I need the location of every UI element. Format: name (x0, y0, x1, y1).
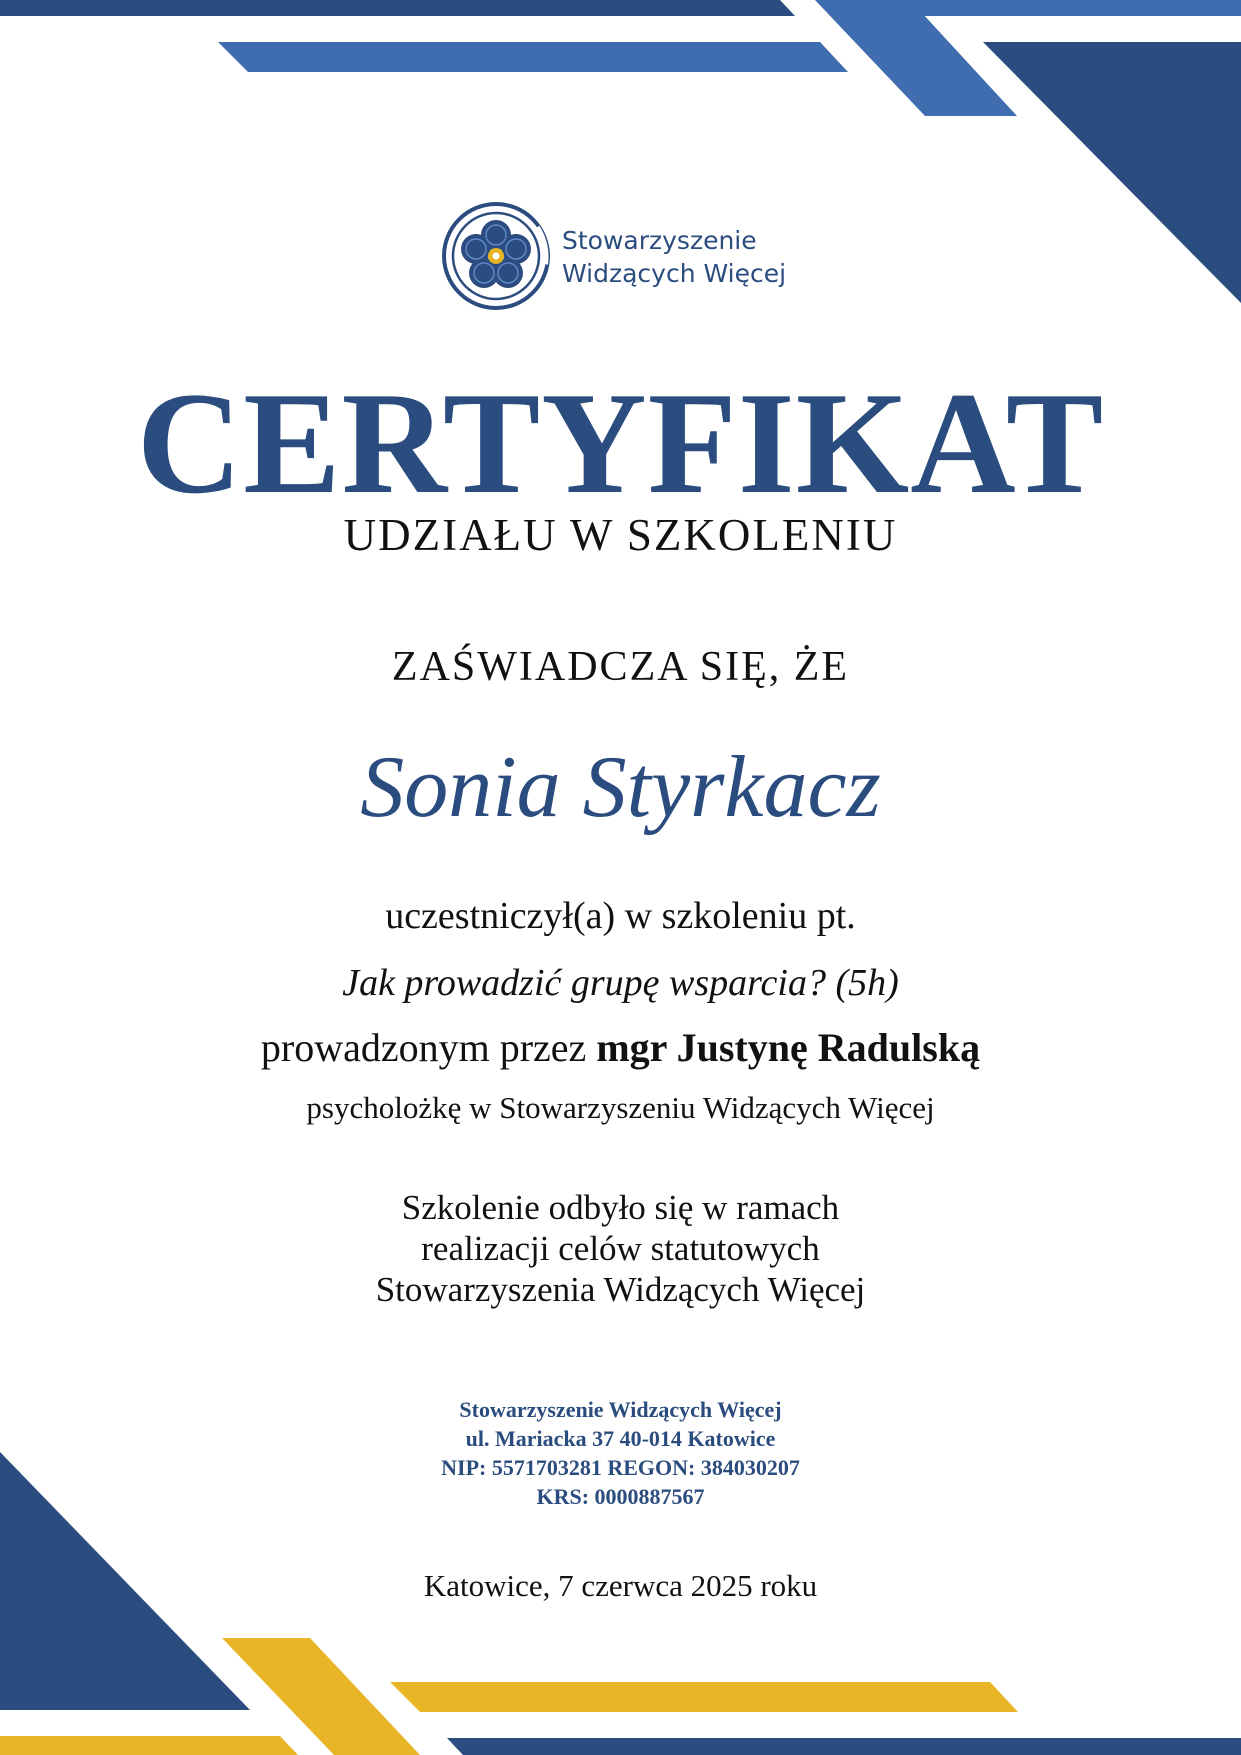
certificate-subtitle: UDZIAŁU W SZKOLENIU (343, 510, 898, 560)
forget-me-not-flower-icon (440, 198, 556, 314)
bottom-gold-strip (0, 1736, 298, 1755)
top-navy-strip (0, 0, 795, 16)
trainer-name: mgr Justynę Radulską (596, 1025, 981, 1070)
goal-line-2: realizacji celów statutowych (421, 1229, 820, 1268)
place-and-date: Katowice, 7 czerwca 2025 roku (423, 1568, 818, 1603)
top-blue-bar (218, 42, 848, 72)
led-by-prefix: prowadzonym przez (260, 1025, 587, 1070)
logo-line-1: Stowarzyszenie (562, 226, 757, 255)
goal-line-3: Stowarzyszenia Widzących Więcej (375, 1270, 866, 1309)
course-title: Jak prowadzić grupę wsparcia? (5h) (342, 962, 899, 1004)
top-right-blue-strip (906, 0, 1241, 16)
logo-wordmark (562, 224, 786, 290)
bottom-gold-bar (390, 1682, 1018, 1712)
organization-details (0, 1395, 1241, 1511)
goal-line-1: Szkolenie odbyło się w ramach (401, 1188, 840, 1227)
top-blue-diagonal (815, 0, 1017, 116)
logo-line-2: Widzących Więcej (562, 259, 787, 288)
org-ids: NIP: 5571703281 REGON: 384030207 (441, 1455, 800, 1480)
org-name: Stowarzyszenie Widzących Więcej (459, 1397, 782, 1422)
trainer-role: psycholożkę w Stowarzyszeniu Widzących Więcej (306, 1090, 935, 1125)
participant-name: Sonia Styrkacz (360, 739, 881, 836)
organization-logo (440, 198, 810, 316)
top-navy-triangle (983, 42, 1241, 303)
org-krs: KRS: 0000887567 (536, 1484, 705, 1509)
participation-text: uczestniczył(a) w szkoleniu pt. (385, 895, 856, 937)
led-by-line (0, 1024, 1241, 1072)
attestation-text: ZAŚWIADCZA SIĘ, ŻE (391, 644, 850, 690)
training-goal (0, 1187, 1241, 1310)
certificate-title: CERTYFIKAT (136, 362, 1105, 524)
org-address: ul. Mariacka 37 40-014 Katowice (465, 1426, 776, 1451)
bottom-navy-strip (447, 1738, 1241, 1755)
